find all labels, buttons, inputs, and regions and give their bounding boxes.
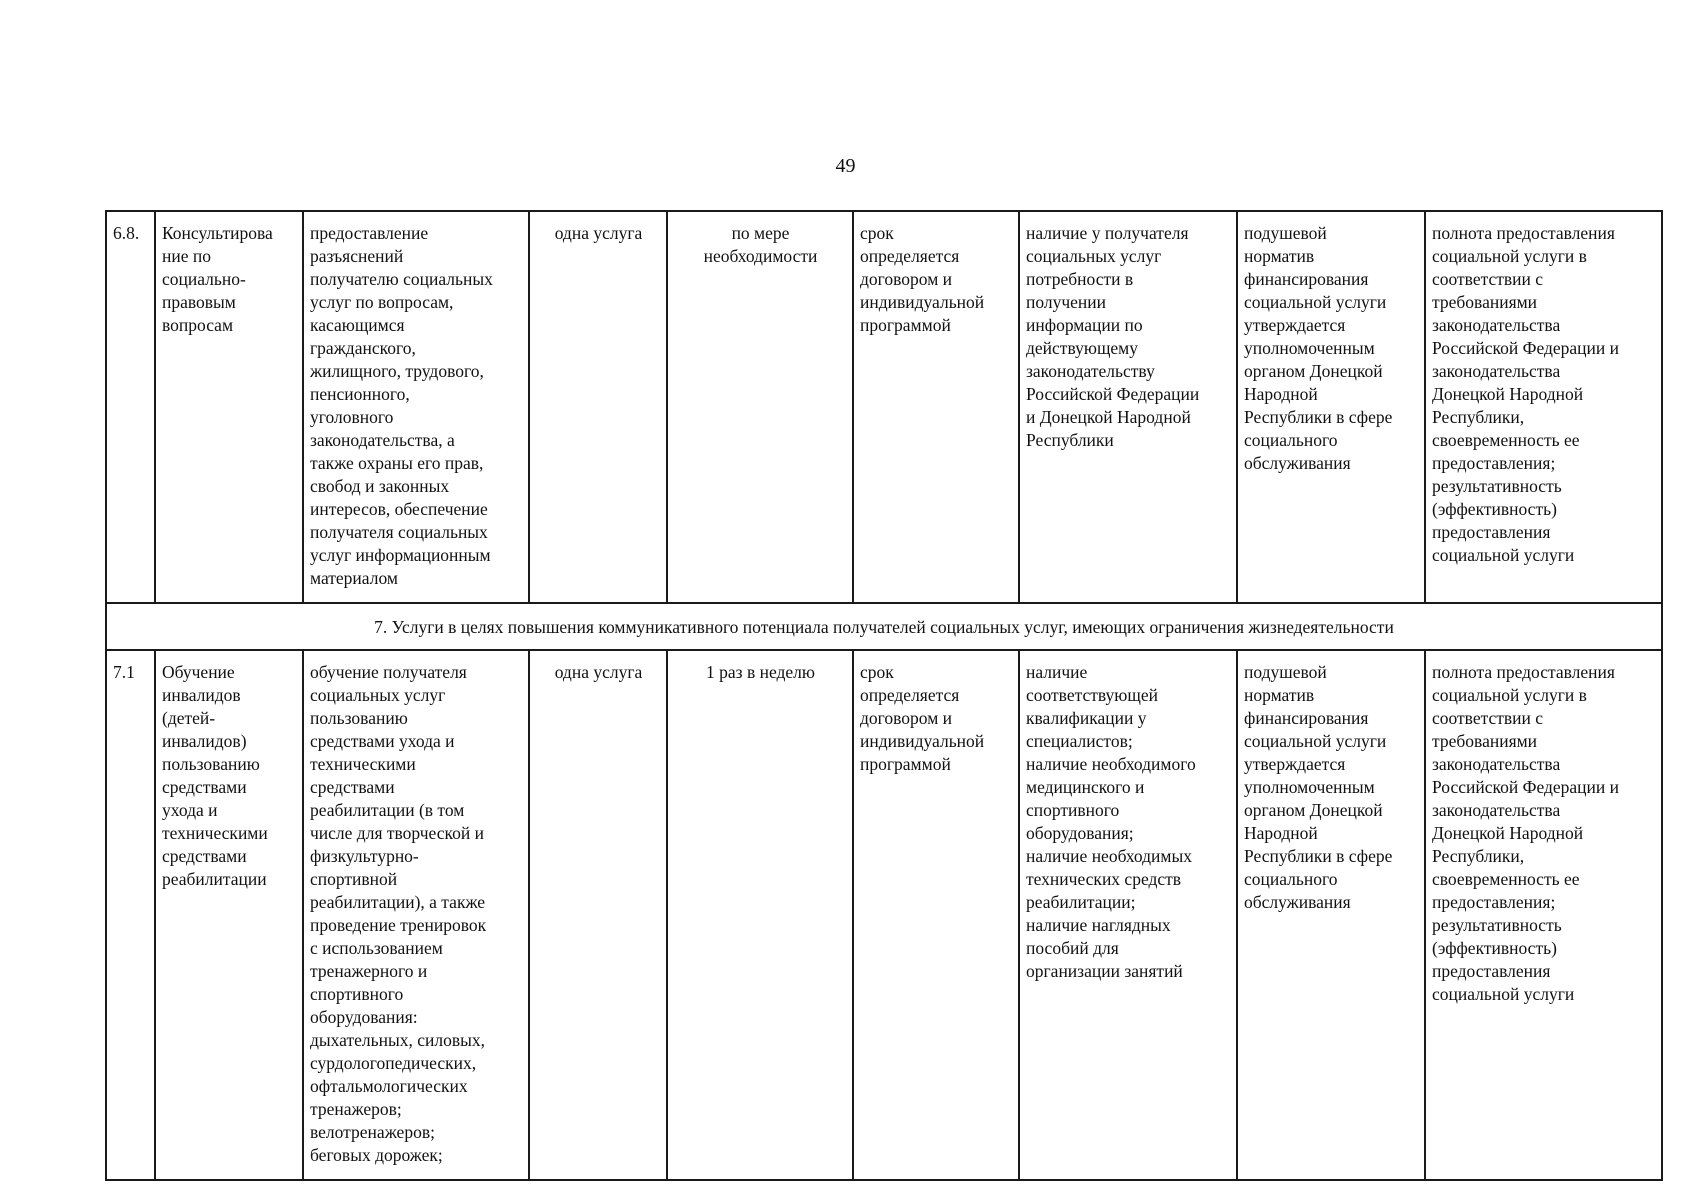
cell-quality: полнота предоставления социальной услуги в соответствии с требованиями законодательства Российской Федерации и законодательства Донецкой Народной Республики, своевременность ее предоставления; результативность (эффективность) предоставления социальной услуги [1425, 650, 1662, 1180]
cell-conditions: наличие соответствующей квалификации у специалистов; наличие необходимого медицинского и спортивного оборудования; наличие необходимых технических средств реабилитации; наличие наглядных пособий для организации занятий [1019, 650, 1237, 1180]
page-number: 49 [835, 155, 856, 177]
cell-volume: одна услуга [529, 650, 667, 1180]
cell-quality: полнота предоставления социальной услуги в соответствии с требованиями законодательства Российской Федерации и законодательства Донецкой Народной Республики, своевременность ее предоставления; результативность (эффективность) предоставления социальной услуги [1425, 211, 1662, 603]
cell-volume: одна услуга [529, 211, 667, 603]
cell-description: предоставление разъяснений получателю социальных услуг по вопросам, касающимся гражданского, жилищного, трудового, пенсионного, уголовного законодательства, а также охраны его прав, свобод и законных интересов, обеспечение получателя социальных услуг информационным материалом [303, 211, 529, 603]
section-title: 7. Услуги в целях повышения коммуникативного потенциала получателей социальных услуг, имеющих ограничения жизнедеятельности [106, 603, 1662, 650]
cell-description: обучение получателя социальных услуг пользованию средствами ухода и техническими средствами реабилитации (в том числе для творческой и физкультурно- спортивной реабилитации), а также проведение тренировок с использованием тренажерного и спортивного оборудования: дыхательных, силовых, сурдологопедических, офтальмологических тренажеров; велотренажеров; беговых дорожек; [303, 650, 529, 1180]
cell-frequency: по мере необходимости [667, 211, 853, 603]
services-table [105, 210, 1663, 1181]
cell-financing: подушевой норматив финансирования социальной услуги утверждается уполномоченным органом Донецкой Народной Республики в сфере социального обслуживания [1237, 211, 1425, 603]
cell-conditions: наличие у получателя социальных услуг потребности в получении информации по действующему законодательству Российской Федерации и Донецкой Народной Республики [1019, 211, 1237, 603]
cell-number: 6.8. [106, 211, 155, 603]
cell-service-name: Обучение инвалидов (детей- инвалидов) пользованию средствами ухода и техническими средствами реабилитации [155, 650, 303, 1180]
cell-financing: подушевой норматив финансирования социальной услуги утверждается уполномоченным органом Донецкой Народной Республики в сфере социального обслуживания [1237, 650, 1425, 1180]
cell-service-name: Консультирова ние по социально- правовым вопросам [155, 211, 303, 603]
cell-term: срок определяется договором и индивидуальной программой [853, 650, 1019, 1180]
section-heading-row [106, 603, 1662, 650]
table-row-6-8 [106, 211, 1662, 603]
cell-frequency: 1 раз в неделю [667, 650, 853, 1180]
table-row-7-1 [106, 650, 1662, 1180]
cell-term: срок определяется договором и индивидуальной программой [853, 211, 1019, 603]
cell-number: 7.1 [106, 650, 155, 1180]
